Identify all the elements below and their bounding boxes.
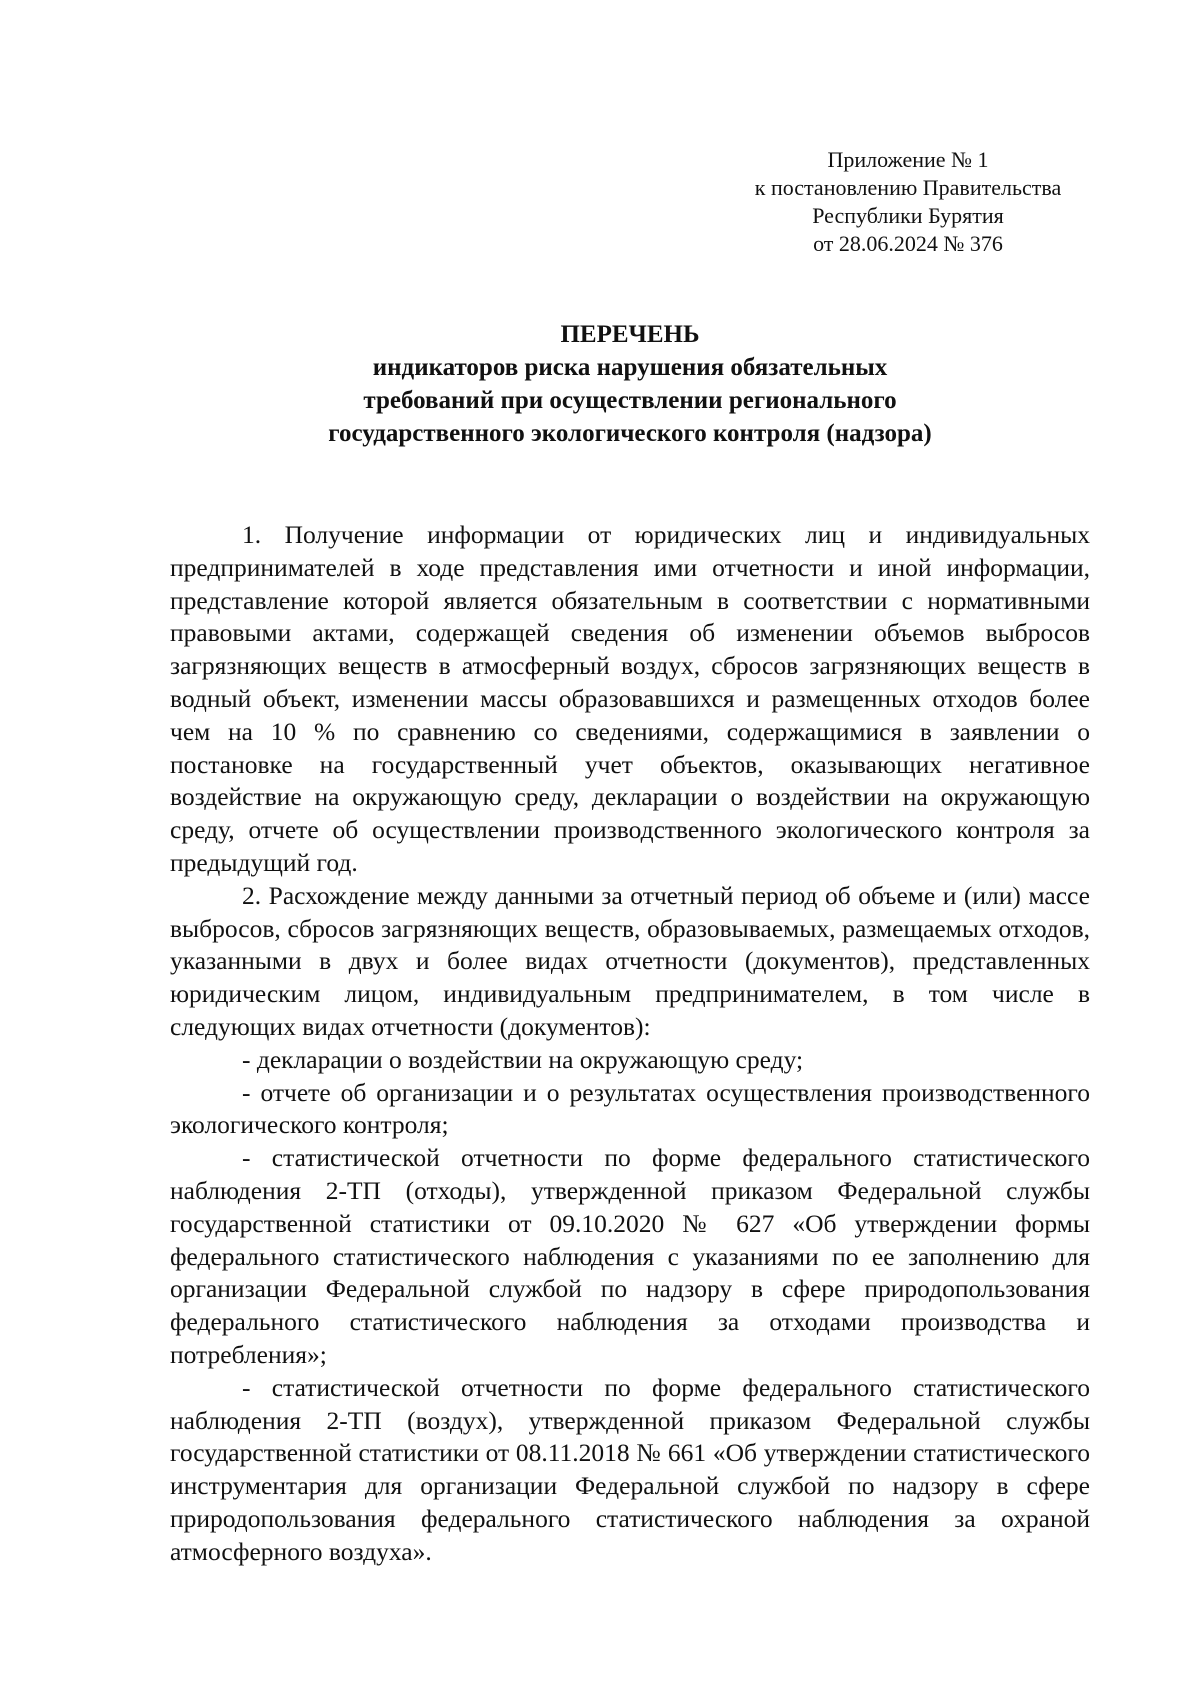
- appendix-number: Приложение № 1: [827, 147, 989, 172]
- title-line-4: государственного экологического контроля (надзора): [328, 420, 932, 447]
- title-line-2: индикаторов риска нарушения обязательных: [372, 354, 888, 381]
- list-item-2tp-waste: - статистической отчетности по форме федерального статистического наблюдения 2-ТП (отходы), утвержденной приказом Федеральной службы государственной статистики от 09.10.2020 № 627 «Об утверждении формы федерального статистического наблюдения с указаниями по ее заполнению для организации Федеральной службой по надзору в сфере природопользования федерального статистического наблюдения за отходами производства и потребления»;: [170, 1143, 1090, 1369]
- title-line-3: требований при осуществлении регионального: [363, 387, 897, 414]
- document-body: [170, 519, 1090, 1569]
- document-title: [170, 318, 1090, 450]
- paragraph-2: 2. Расхождение между данными за отчетный период об объеме и (или) массе выбросов, сбросов загрязняющих веществ, образовываемых, размещаемых отходов, указанными в двух и более видах отчетности (документов), представленных юридическим лицом, индивидуальным предпринимателем, в том числе в следующих видах отчетности (документов):: [170, 880, 1090, 1041]
- appendix-republic: Республики Бурятия: [812, 203, 1004, 228]
- appendix-resolution-ref: к постановлению Правительства: [754, 175, 1062, 200]
- appendix-date-number: от 28.06.2024 № 376: [813, 231, 1003, 256]
- list-item-control-report: - отчете об организации и о результатах осуществления производственного экологического контроля;: [170, 1077, 1090, 1140]
- appendix-header: [728, 146, 1088, 258]
- paragraph-1: 1. Получение информации от юридических лиц и индивидуальных предпринимателей в ходе представления ими отчетности и иной информации, представление которой является обязательным в соответствии с нормативными правовыми актами, содержащей сведения об изменении объемов выбросов загрязняющих веществ в атмосферный воздух, сбросов загрязняющих веществ в водный объект, изменении массы образовавшихся и размещенных отходов более чем на 10 % по сравнению со сведениями, содержащимися в заявлении о постановке на государственный учет объектов, оказывающих негативное воздействие на окружающую среду, декларации о воздействии на окружающую среду, отчете об осуществлении производственного экологического контроля за предыдущий год.: [170, 520, 1090, 877]
- list-item-2tp-air: - статистической отчетности по форме федерального статистического наблюдения 2-ТП (воздух), утвержденной приказом Федеральной службы государственной статистики от 08.11.2018 № 661 «Об утверждении статистического инструментария для организации Федеральной службой по надзору в сфере природопользования федерального статистического наблюдения за охраной атмосферного воздуха».: [170, 1372, 1090, 1566]
- list-item-declaration: - декларации о воздействии на окружающую среду;: [242, 1044, 804, 1074]
- title-heading: ПЕРЕЧЕНЬ: [560, 321, 700, 348]
